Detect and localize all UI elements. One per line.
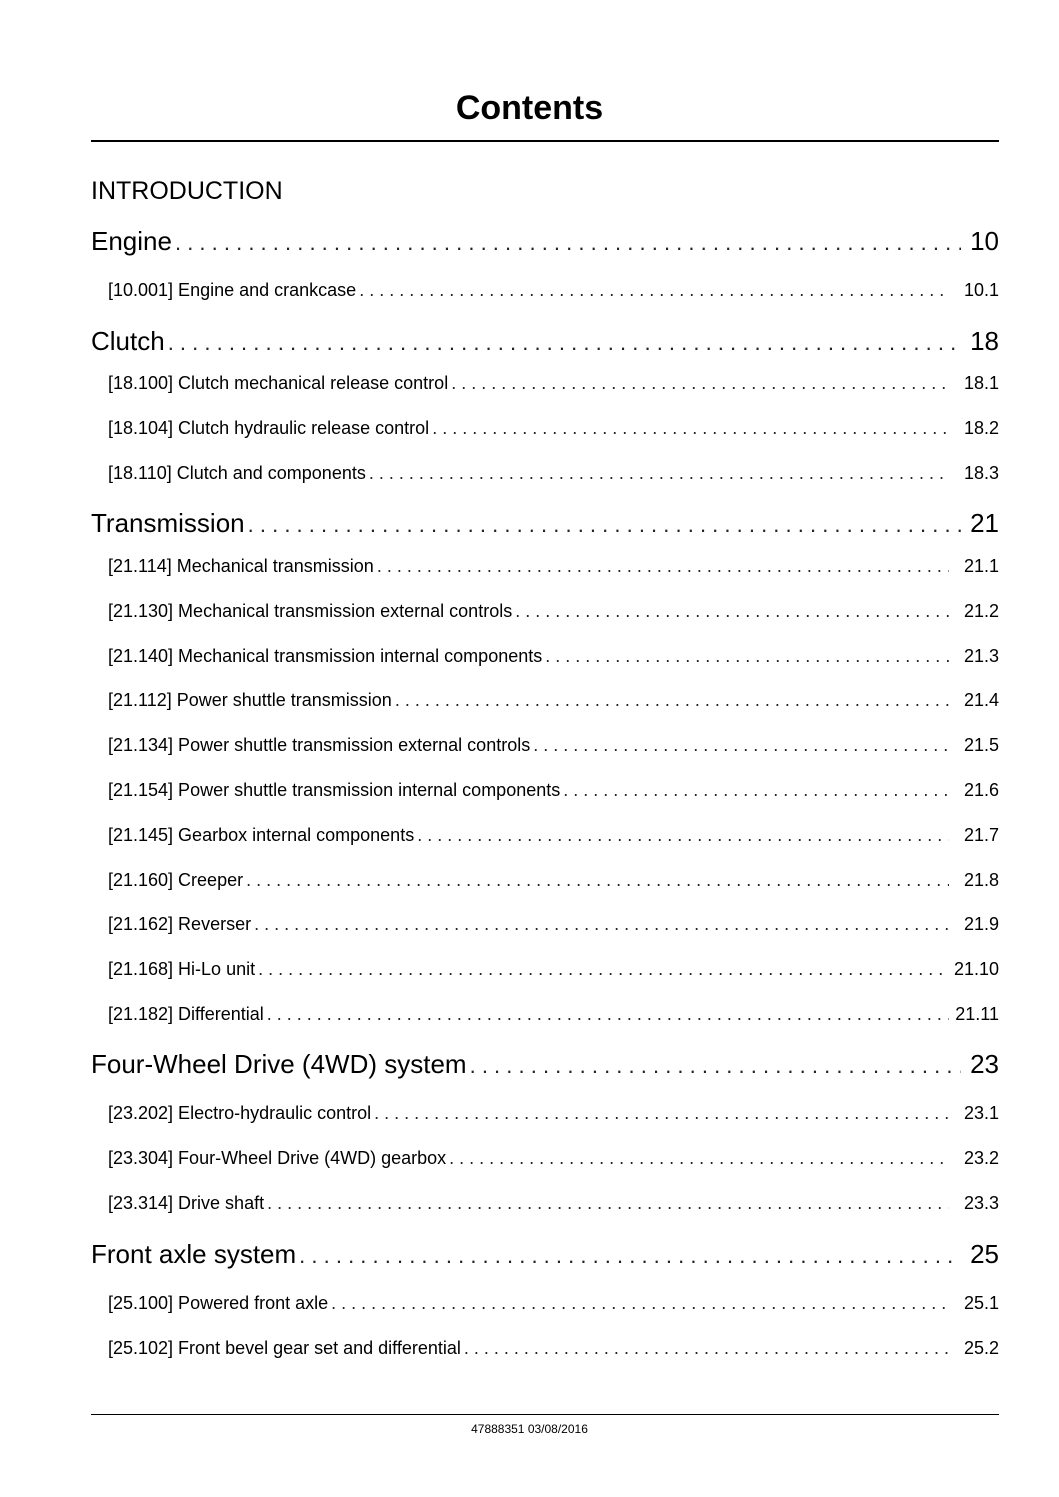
entry-title: [25.102] Front bevel gear set and differential (108, 1338, 461, 1358)
dot-leader (165, 326, 961, 360)
entry-page: 21.4 (963, 690, 999, 710)
entry-title: [21.182] Differential (108, 1004, 264, 1024)
dot-leader (251, 911, 949, 937)
entry-title: [18.100] Clutch mechanical release control (108, 373, 449, 393)
entry-title: [21.140] Mechanical transmission internal components (108, 646, 543, 666)
dot-leader (172, 226, 961, 260)
dot-leader (542, 643, 949, 669)
toc-entry-18-104[interactable] (108, 415, 999, 441)
toc-entry-21-114[interactable] (108, 553, 999, 579)
dot-leader (264, 1190, 949, 1216)
section-title: Transmission (91, 508, 245, 538)
toc-section-clutch[interactable] (91, 324, 999, 358)
dot-leader (392, 687, 949, 713)
dot-leader (512, 598, 949, 624)
dot-leader (371, 1100, 949, 1126)
entry-title: [10.001] Engine and crankcase (108, 280, 357, 300)
section-title: Four-Wheel Drive (4WD) system (91, 1049, 467, 1079)
entry-page: 23.3 (963, 1193, 999, 1213)
entry-title: [21.162] Reverser (108, 914, 252, 934)
entry-title: [18.104] Clutch hydraulic release control (108, 418, 430, 438)
section-page: 21 (970, 508, 999, 538)
entry-title: [21.130] Mechanical transmission external controls (108, 601, 513, 621)
entry-page: 21.9 (963, 914, 999, 934)
entry-title: [23.304] Four-Wheel Drive (4WD) gearbox (108, 1148, 447, 1168)
dot-leader (255, 956, 948, 982)
entry-page: 23.1 (963, 1103, 999, 1123)
toc-entry-21-154[interactable] (108, 777, 999, 803)
entry-page: 23.2 (963, 1148, 999, 1168)
toc-entry-10-001[interactable] (108, 277, 999, 303)
toc-section-4wd-system[interactable] (91, 1047, 999, 1081)
entry-title: [21.168] Hi-Lo unit (108, 959, 256, 979)
toc-entry-21-162[interactable] (108, 911, 999, 937)
title-rule (91, 140, 999, 142)
entry-page: 21.6 (963, 780, 999, 800)
section-page: 18 (970, 326, 999, 356)
toc-entry-21-112[interactable] (108, 687, 999, 713)
entry-page: 21.3 (963, 646, 999, 666)
toc-entry-25-102[interactable] (108, 1335, 999, 1361)
toc-entry-23-202[interactable] (108, 1100, 999, 1126)
footer-doc-id-date: 47888351 03/08/2016 (471, 1422, 588, 1436)
entry-title: [21.114] Mechanical transmission (108, 556, 374, 576)
page-title: Contents (455, 89, 604, 127)
dot-leader (446, 1145, 949, 1171)
section-title: Engine (91, 226, 172, 256)
dot-leader (356, 277, 949, 303)
entry-page: 21.1 (963, 556, 999, 576)
entry-page: 25.1 (963, 1293, 999, 1313)
section-page: 25 (970, 1239, 999, 1269)
section-page: 23 (970, 1049, 999, 1079)
toc-entry-23-314[interactable] (108, 1190, 999, 1216)
dot-leader (461, 1335, 949, 1361)
section-page: 10 (970, 226, 999, 256)
dot-leader (530, 732, 949, 758)
entry-title: [18.110] Clutch and components (108, 463, 366, 483)
entry-title: [21.112] Power shuttle transmission (108, 690, 392, 710)
toc-entry-21-134[interactable] (108, 732, 999, 758)
dot-leader (366, 460, 949, 486)
toc-entry-18-110[interactable] (108, 460, 999, 486)
dot-leader (467, 1049, 961, 1083)
entry-title: [21.154] Power shuttle transmission internal components (108, 780, 561, 800)
toc-entry-21-130[interactable] (108, 598, 999, 624)
footer-rule (91, 1414, 999, 1415)
toc-section-transmission[interactable] (91, 506, 999, 540)
section-title: Front axle system (91, 1239, 297, 1269)
entry-page: 18.1 (963, 373, 999, 393)
toc-entry-21-160[interactable] (108, 867, 999, 893)
dot-leader (560, 777, 949, 803)
entry-page: 18.2 (963, 418, 999, 438)
entry-title: [23.314] Drive shaft (108, 1193, 265, 1213)
section-title: Clutch (91, 326, 165, 356)
entry-page: 18.3 (963, 463, 999, 483)
dot-leader (243, 867, 949, 893)
toc-entry-21-182[interactable] (108, 1001, 999, 1027)
dot-leader (264, 1001, 949, 1027)
dot-leader (448, 370, 949, 396)
toc-entry-25-100[interactable] (108, 1290, 999, 1316)
entry-page: 21.5 (963, 735, 999, 755)
entry-title: [25.100] Powered front axle (108, 1293, 329, 1313)
toc-entry-21-168[interactable] (108, 956, 999, 982)
toc-entry-21-145[interactable] (108, 822, 999, 848)
toc-introduction[interactable]: INTRODUCTION (91, 177, 283, 205)
entry-title: [21.145] Gearbox internal components (108, 825, 415, 845)
toc-section-front-axle[interactable] (91, 1237, 999, 1271)
entry-title: [23.202] Electro-hydraulic control (108, 1103, 372, 1123)
entry-page: 25.2 (963, 1338, 999, 1358)
toc-entry-21-140[interactable] (108, 643, 999, 669)
dot-leader (296, 1239, 961, 1273)
dot-leader (328, 1290, 949, 1316)
entry-page: 21.11 (955, 1004, 999, 1024)
dot-leader (245, 508, 961, 542)
toc-entry-18-100[interactable] (108, 370, 999, 396)
entry-title: [21.134] Power shuttle transmission external controls (108, 735, 531, 755)
dot-leader (429, 415, 949, 441)
toc-entry-23-304[interactable] (108, 1145, 999, 1171)
entry-page: 10.1 (963, 280, 999, 300)
toc-section-engine[interactable] (91, 224, 999, 258)
entry-page: 21.8 (963, 870, 999, 890)
dot-leader (374, 553, 949, 579)
entry-page: 21.2 (963, 601, 999, 621)
entry-title: [21.160] Creeper (108, 870, 244, 890)
dot-leader (414, 822, 949, 848)
entry-page: 21.7 (963, 825, 999, 845)
entry-page: 21.10 (953, 959, 999, 979)
